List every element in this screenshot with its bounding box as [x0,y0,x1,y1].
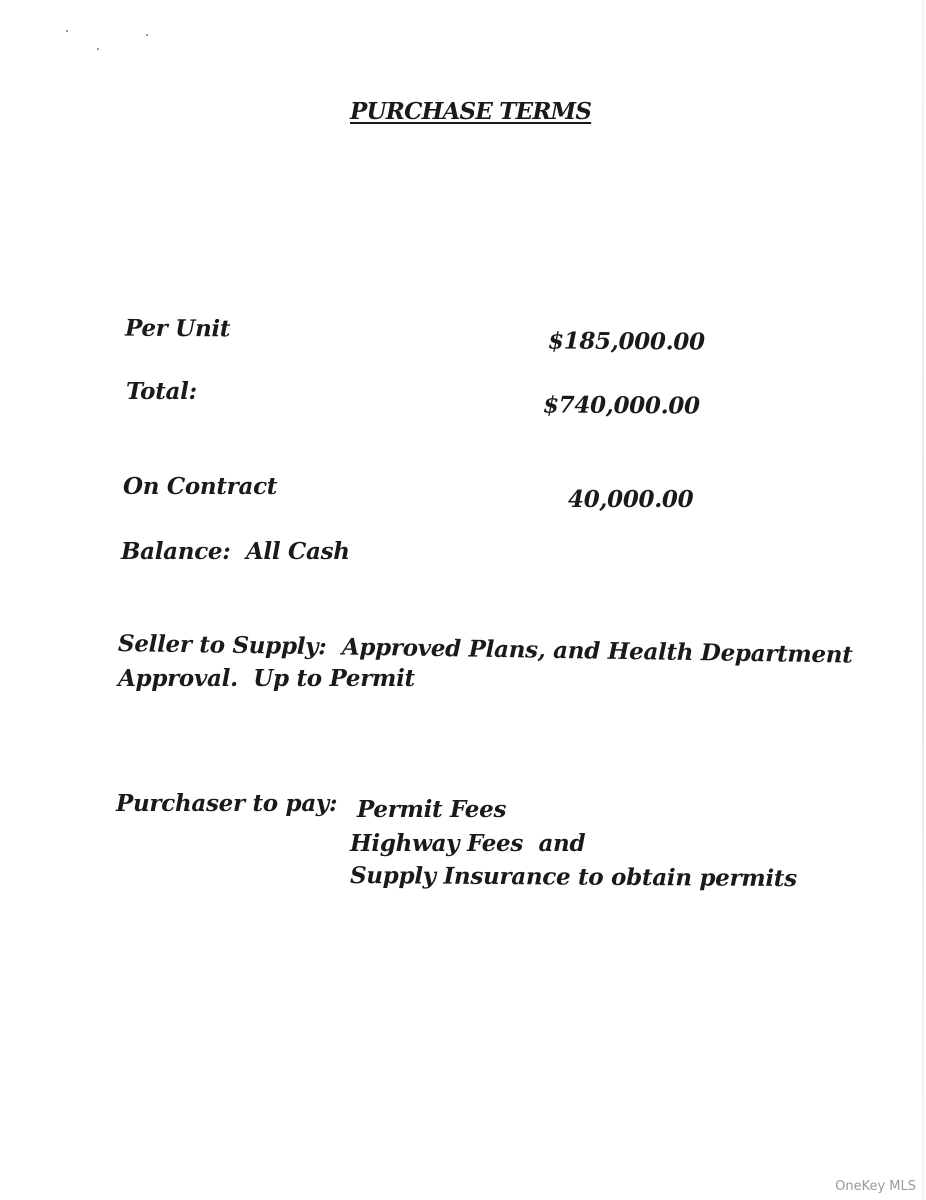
page-title: PURCHASE TERMS [350,98,592,125]
per-unit-label: Per Unit [124,314,231,343]
scan-speck [66,30,68,32]
seller-supply-line-1: Seller to Supply: Approved Plans, and Health Department [117,630,853,669]
purchaser-pay-item: Supply Insurance to obtain permits [349,862,797,893]
on-contract-label: On Contract [123,473,278,500]
purchaser-pay-item: Permit Fees [357,796,507,823]
purchaser-pay-item: Highway Fees and [350,830,586,857]
seller-supply-line-2: Approval. Up to Permit [118,665,415,692]
total-value: $740,000.00 [542,391,700,420]
scan-edge [922,0,924,1200]
on-contract-value: 40,000.00 [568,486,694,513]
balance-line: Balance: All Cash [121,538,350,565]
per-unit-value: $185,000.00 [547,327,705,356]
purchaser-pay-label: Purchaser to pay: [116,790,338,817]
scan-speck [146,34,148,36]
scan-speck [97,48,99,50]
total-label: Total: [126,378,197,405]
watermark: OneKey MLS [835,1179,916,1194]
